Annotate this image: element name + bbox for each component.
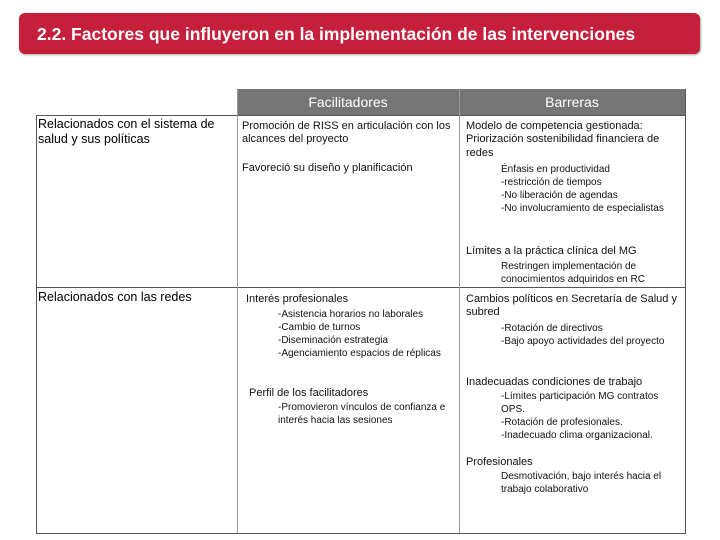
column-divider-facilitadores-barreras — [459, 89, 460, 533]
barrera-profesionales: Profesionales — [466, 456, 533, 468]
slide-title: 2.2. Factores que influyeron en la implementación de las intervenciones — [19, 13, 700, 54]
header-barreras: Barreras — [459, 89, 685, 115]
row-divider-middle — [36, 287, 685, 288]
facilitador-perfil-facilitadores-detalle: -Promovieron vínculos de confianza e interés hacia las sesiones — [278, 402, 446, 426]
facilitador-interes-profesionales: Interés profesionales — [246, 293, 349, 305]
barrera-limites-practica-detalle: Restringen implementación de conocimientos adquiridos en RC — [501, 261, 645, 285]
barrera-profesionales-detalle: Desmotivación, bajo interés hacia el trabajo colaborativo — [501, 471, 662, 495]
row-label-redes: Relacionados con las redes — [38, 290, 192, 304]
row-label-sistema-salud: Relacionados con el sistema de salud y sus políticas — [38, 117, 215, 146]
column-divider-label-facilitadores — [237, 89, 238, 533]
barrera-modelo-competencia-detalle: Énfasis en productividad -restricción de tiempos -No liberación de agendas -No involucramiento de especialistas — [501, 164, 664, 214]
row-divider-bottom — [36, 533, 686, 534]
facilitador-promocion-riss: Promoción de RISS en articulación con los alcances del proyecto — [242, 120, 451, 146]
column-divider-left — [36, 115, 37, 533]
barrera-condiciones-trabajo: Inadecuadas condiciones de trabajo — [466, 376, 643, 388]
facilitador-diseno-planificacion: Favoreció su diseño y planificación — [242, 162, 413, 174]
facilitador-perfil-facilitadores: Perfil de los facilitadores — [249, 387, 369, 399]
barrera-condiciones-trabajo-detalle: -Límites participación MG contratos OPS. -Rotación de profesionales. -Inadecuado clima organizacional. — [501, 391, 659, 441]
barrera-cambios-politicos-detalle: -Rotación de directivos -Bajo apoyo actividades del proyecto — [501, 323, 665, 347]
facilitador-interes-profesionales-detalle: -Asistencia horarios no laborales -Cambio de turnos -Diseminación estrategia -Agenciamiento espacios de réplicas — [278, 309, 441, 359]
barrera-limites-practica: Límites a la práctica clínica del MG — [466, 245, 637, 257]
header-facilitadores: Facilitadores — [237, 89, 459, 115]
barrera-modelo-competencia: Modelo de competencia gestionada: Priorización sostenibilidad financiera de redes — [466, 120, 660, 159]
barrera-cambios-politicos: Cambios políticos en Secretaría de Salud y subred — [466, 293, 677, 319]
column-divider-right — [685, 89, 686, 533]
row-divider-top — [36, 115, 685, 116]
